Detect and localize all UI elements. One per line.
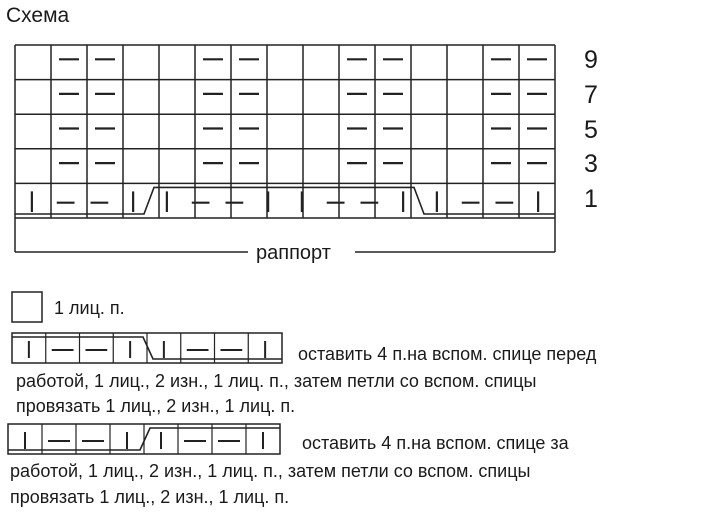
rapport-label: раппорт [252,242,335,265]
legend-cable-back-line1: оставить 4 п.на вспом. спице за [302,433,569,453]
cable-crossings [15,187,555,214]
row-number-1: 1 [584,185,598,213]
legend-cable-front-symbol [12,333,282,363]
chart-grid [15,45,555,218]
cable-front-line [15,187,285,214]
row-number-5: 5 [584,116,598,144]
row-number-7: 7 [584,81,598,109]
cable-back-line [285,187,555,214]
legend-knit-label: 1 лиц. п. [54,298,125,318]
row-number-3: 3 [584,150,598,178]
chart-title: Схема [6,4,70,27]
legend-knit-box [12,292,42,322]
legend-cable-front-line2: работой, 1 лиц., 2 изн., 1 лиц. п., затем петли со вспом. спицы [16,371,537,391]
chart-symbols [32,59,547,212]
legend-cable-front-line1: оставить 4 п.на вспом. спице перед [298,344,597,364]
legend-cable-back-line2: работой, 1 лиц., 2 изн., 1 лиц. п., затем петли со вспом. спицы [10,461,531,481]
row-number-9: 9 [584,46,598,74]
legend-cable-back-line3: провязать 1 лиц., 2 изн., 1 лиц. п. [10,487,290,507]
legend-cable-front-line3: провязать 1 лиц., 2 изн., 1 лиц. п. [16,396,296,416]
legend-cable-back-symbol [8,424,280,454]
